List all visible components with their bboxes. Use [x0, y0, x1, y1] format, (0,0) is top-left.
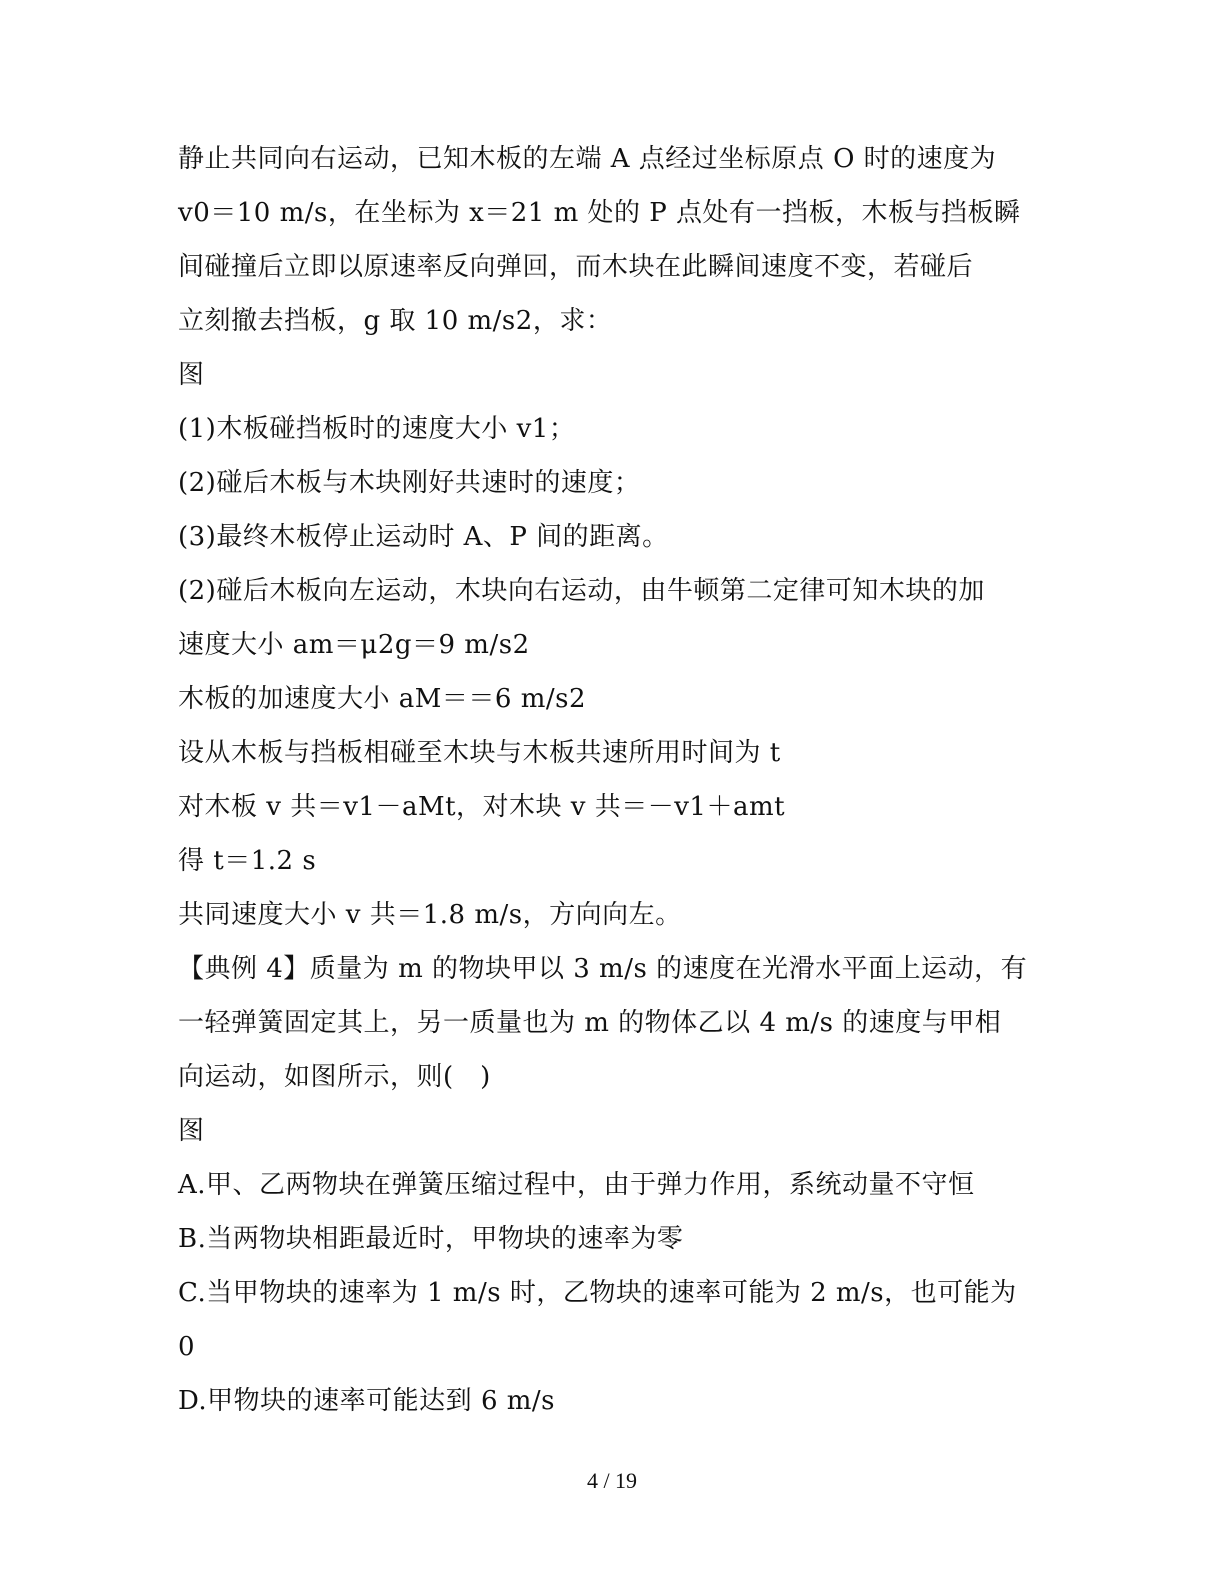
solution-line: 得 t＝1.2 s — [178, 846, 317, 876]
figure-placeholder-label: 图 — [178, 1116, 205, 1146]
question-item: (3)最终木板停止运动时 A、P 间的距离。 — [178, 522, 669, 552]
solution-line: 对木板 v 共＝v1－aMt，对木块 v 共＝－v1＋amt — [178, 792, 786, 822]
text-line: 立刻撤去挡板，g 取 10 m/s2，求： — [178, 306, 613, 336]
figure-placeholder-label: 图 — [178, 360, 205, 390]
example-heading-line: 【典例 4】质量为 m 的物块甲以 3 m/s 的速度在光滑水平面上运动，有 — [178, 954, 1028, 984]
solution-line: 速度大小 am＝μ2g＝9 m/s2 — [178, 630, 530, 660]
page-number: 4 / 19 — [586, 1468, 638, 1493]
solution-line: 设从木板与挡板相碰至木块与木板共速所用时间为 t — [178, 738, 781, 768]
text-line: 向运动，如图所示，则( ) — [178, 1062, 491, 1092]
option-a: A.甲、乙两物块在弹簧压缩过程中，由于弹力作用，系统动量不守恒 — [178, 1170, 975, 1200]
document-body — [178, 132, 1048, 1428]
text-line: v0＝10 m/s，在坐标为 x＝21 m 处的 P 点处有一挡板，木板与挡板瞬 — [178, 198, 1021, 228]
option-c-continued: 0 — [178, 1332, 196, 1362]
text-line: 间碰撞后立即以原速率反向弹回，而木块在此瞬间速度不变，若碰后 — [178, 252, 974, 282]
option-b: B.当两物块相距最近时，甲物块的速率为零 — [178, 1224, 684, 1254]
question-item: (2)碰后木板与木块刚好共速时的速度； — [178, 468, 641, 498]
solution-line: 木板的加速度大小 aM＝＝6 m/s2 — [178, 684, 586, 714]
option-c: C.当甲物块的速率为 1 m/s 时，乙物块的速率可能为 2 m/s，也可能为 — [178, 1278, 1017, 1308]
solution-line: 共同速度大小 v 共＝1.8 m/s，方向向左。 — [178, 900, 682, 930]
solution-line: (2)碰后木板向左运动，木块向右运动，由牛顿第二定律可知木块的加 — [178, 576, 985, 606]
question-item: (1)木板碰挡板时的速度大小 v1； — [178, 414, 576, 444]
text-line: 静止共同向右运动，已知木板的左端 A 点经过坐标原点 O 时的速度为 — [178, 144, 997, 174]
option-d: D.甲物块的速率可能达到 6 m/s — [178, 1386, 556, 1416]
text-line: 一轻弹簧固定其上，另一质量也为 m 的物体乙以 4 m/s 的速度与甲相 — [178, 1008, 1002, 1038]
